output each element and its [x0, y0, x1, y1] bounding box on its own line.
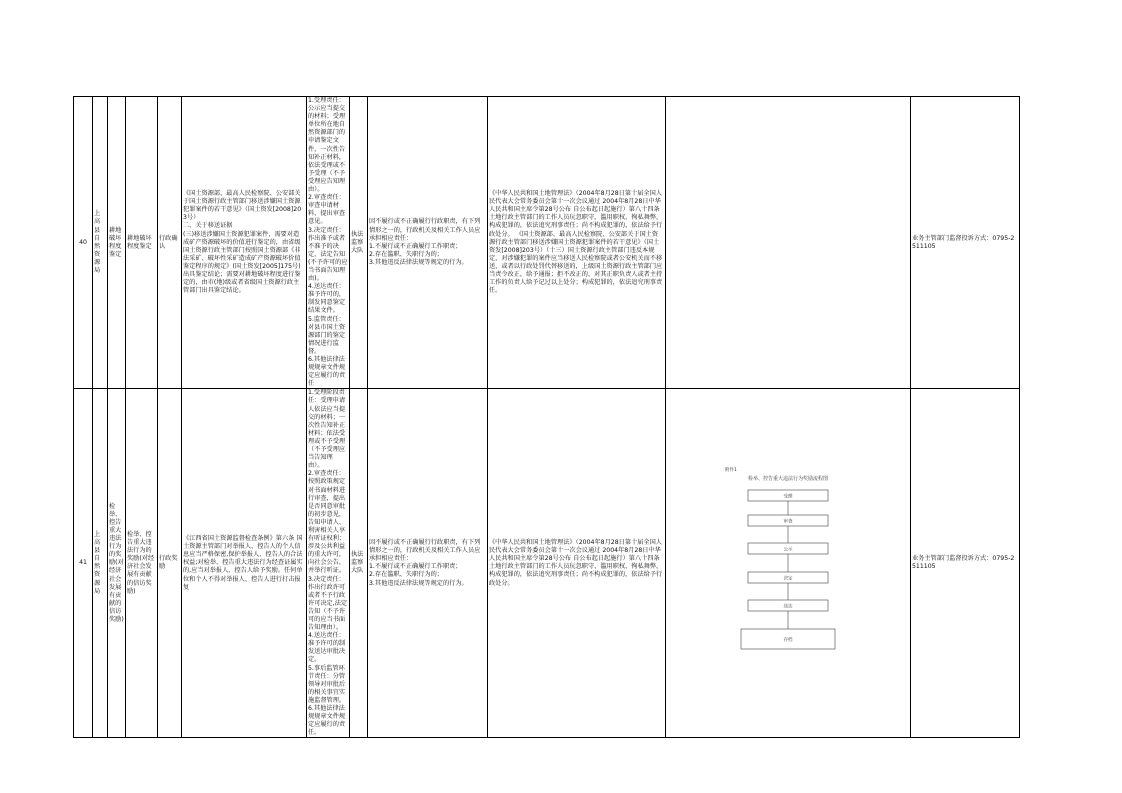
- power-list-table: [73, 96, 1020, 738]
- flow-step: [748, 490, 828, 501]
- flowchart-title: 检举、控告重大违法行为奖励流程图: [747, 476, 829, 483]
- table-row: [74, 97, 1020, 389]
- department-cell: 上高县自然资源局: [93, 389, 108, 738]
- category-cell: 耕地破坏程度鉴定: [108, 97, 126, 389]
- type-cell: 行政确认: [158, 97, 182, 389]
- type-cell: 行政奖励: [158, 389, 182, 738]
- item-name-cell: 耕地破坏程度鉴定: [126, 97, 158, 389]
- accountability-cell: 因不履行或不正确履行行政职责，有下列情形之一的，行政机关及相关工作人员应承担相应责任： 1.不履行或不正确履行工作职责； 2.存在滥职、失职行为的； 3.其他违反法律法规等规定的行为。: [368, 389, 488, 738]
- accountability-basis-cell: 《中华人民共和国土地管理法》（2004年8月28日第十届全国人民代表大会常务委员会第十一次会议通过 2004年8月28日中华人民共和国主席令第28号公布 自公布起日起施行）第八十四条 土地行政主管部门的工作人员玩忽职守、滥用职权、徇私舞弊，构成犯罪的，依法追究刑事责任；尚不构成犯罪的，依法给予行政处分。 《国土资源部、最高人民检察院、公安部关于国土资源行政主管部门移送涉嫌国土资源犯罪案件的若干意见》（国土资发[2008]203号）（十三）国土资源行政主管部门违反本规定，对涉嫌犯罪的案件应当移送人民检察院或者公安机关而不移送，或者以行政处罚代替移送的，上级国土资源行政主管部门应当责令改正，给予通报；拒不改正的，对其正职负责人或者主持工作的负责人给予记过以上处分；构成犯罪的，依法追究刑事责任。: [488, 97, 666, 389]
- svg-text:受理: 受理: [783, 494, 793, 500]
- svg-text:决定: 决定: [783, 576, 793, 582]
- accountability-cell: 因不履行或不正确履行行政职责，有下列情形之一的，行政机关及相关工作人员应承担相应责任： 1.不履行或不正确履行工作职责； 2.存在滥职、失职行为的； 3.其他违反法律法规等规定的行为。: [368, 97, 488, 389]
- svg-text:送达: 送达: [783, 604, 793, 610]
- department-cell: 上高县自然资源局: [93, 97, 108, 389]
- flow-step: [748, 515, 828, 526]
- flowchart-svg: [723, 463, 853, 663]
- item-name-cell: 检举、控告重大违法行为的奖励(对经济社会发展有贡献的信访奖励): [126, 389, 158, 738]
- legal-basis-cell: 《江西省国土资源监督检查条例》第六条 国土资源主管部门对举报人、控告人的个人信息应当严格保密,保护举报人、控告人的合法权益;对检举、控告重大违法行为经查证属实的,应当对举报人、控告人给予奖励。任何单位和个人不得对举报人、控告人进行打击报复: [182, 389, 307, 738]
- category-cell: 检举、控告重大违法行为的奖励(对经济社会发展有贡献的信访奖励): [108, 389, 126, 738]
- flow-step: [748, 600, 828, 611]
- responsible-subject-cell: 执法监察大队: [350, 97, 368, 389]
- flow-step: [748, 572, 828, 583]
- flow-step: [748, 543, 828, 554]
- flow-step: [741, 629, 835, 649]
- duty-cell: 1.受理阶段责任：受理申请人依法应当提交的材料；一次性告知补正材料；依法受理或不予受理（不予受理应当告知理由）。 2.审查责任：按照政策规定对书面材料进行审查，提出是否同意审批的初步意见，告知申请人、利害相关人享有听证权利；涉及公共利益的重大许可，向社会公告，并举行听证。 3.决定责任：作出行政许可或者不予行政许可决定,法定告知（不予许可的应当书面告知理由）。 4.送达责任：准予许可的制发送达审批决定。 5.事后监管环节责任：分管领导对审批后的相关事宜实施监督管理。 6.其他法律法规规章文件规定应履行的责任。: [307, 389, 350, 738]
- flowchart-cell: [666, 389, 911, 738]
- svg-text:审查: 审查: [783, 519, 793, 525]
- contact-cell: 业务主管部门监督投诉方式：0795-2511105: [911, 97, 1020, 389]
- legal-basis-cell: 《国土资源部、最高人民检察院、公安部关于国土资源行政主管部门移送涉嫌国土资源犯罪案件的若干意见》（国土资发[2008]203号） 二、关于移送证据 (三)移送涉嫌国土资源犯罪案件，需要对造成矿产资源破坏的价值进行鉴定的，由省级国土资源行政主管部门按照国土资源部《非法采矿、破坏性采矿造成矿产资源破坏价值鉴定程序的规定》(国土资发[2005]175号)出具鉴定结论；需要对耕地破坏程度进行鉴定的，由市(地)级或者省级国土资源行政主管部门出具鉴定结论。: [182, 97, 307, 389]
- accountability-basis-cell: 《中华人民共和国土地管理法》（2004年8月28日第十届全国人民代表大会常务委员会第十一次会议通过 2004年8月28日中华人民共和国主席令第28号公布 自公布起日起施行）第八十四条 土地行政主管部门的工作人员玩忽职守、滥用职权、徇私舞弊，构成犯罪的，依法追究刑事责任；尚不构成犯罪的，依法给予行政处分。: [488, 389, 666, 738]
- contact-cell: 业务主管部门监督投诉方式：0795-2511105: [911, 389, 1020, 738]
- flowchart-label: 附件1: [725, 468, 737, 474]
- table-row: [74, 389, 1020, 738]
- row-number: 40: [74, 97, 93, 389]
- svg-text:存档: 存档: [783, 638, 793, 644]
- row-number: 41: [74, 389, 93, 738]
- duty-cell: 1.受理责任：公示应当提交的材料；受理单位所在地自然资源部门的申请鉴定文件，一次性告知补正材料，依法受理或不予受理（不予受理应告知理由）。 2.审查责任：审查申请材料，提出审查意见。 3.决定责任：作出准予或者不准予的决定，法定告知(不予许可的应当书面告知理由)。 4.送达责任：准予许可的，制发同意鉴定结果文件。 5.监管责任：对县市国土资源部门的鉴定情况进行监督。 6.其他法律法规规章文件规定应履行的责任: [308, 97, 348, 388]
- svg-text:公示: 公示: [783, 547, 793, 553]
- responsible-subject-cell: 执法监察大队: [350, 389, 368, 738]
- flowchart: [723, 463, 853, 663]
- flowchart-cell: [666, 97, 911, 389]
